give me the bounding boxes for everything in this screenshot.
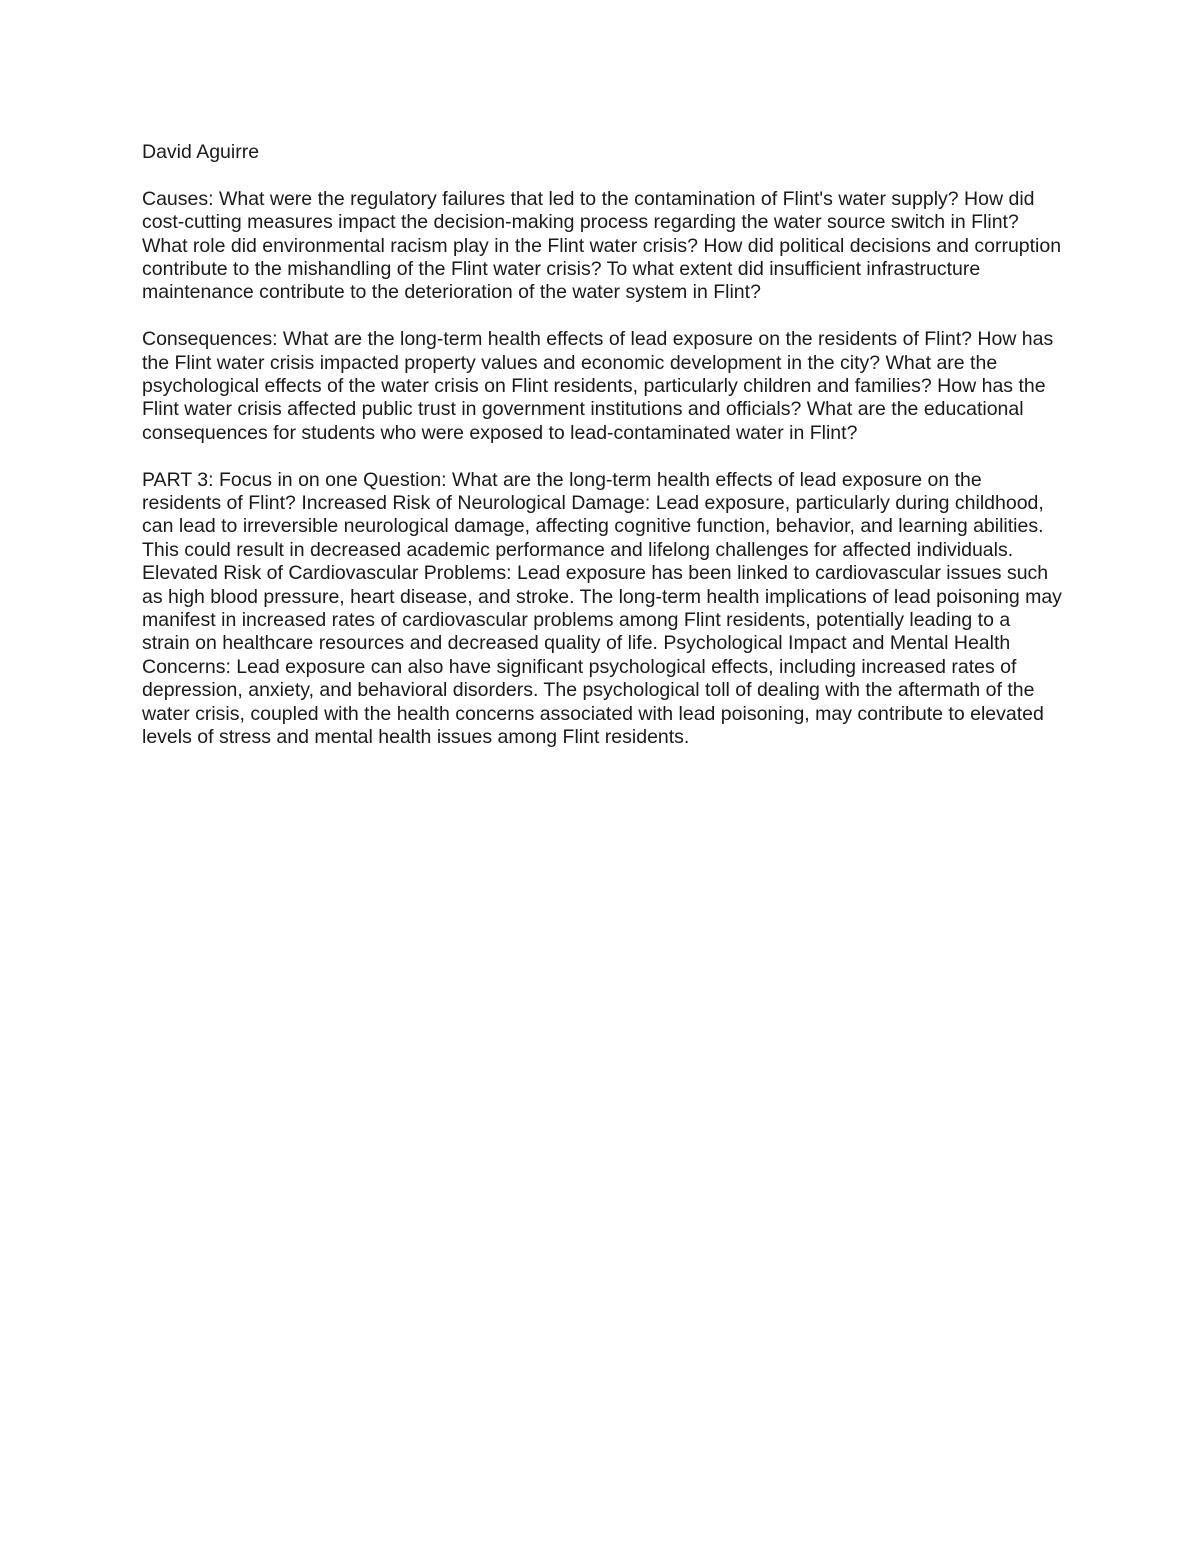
author-name: David Aguirre: [142, 141, 260, 163]
document-body: [142, 141, 1062, 750]
consequences-paragraph: Consequences: What are the long-term health effects of lead exposure on the residents of Flint? How has the Flint water crisis impacted property values and economic development in the city? What are the psychological effects of the water crisis on Flint residents, particularly children and families? How has the Flint water crisis affected public trust in government institutions and officials? What are the educational consequences for students who were exposed to lead-contaminated water in Flint?: [142, 328, 1054, 444]
causes-paragraph: Causes: What were the regulatory failures that led to the contamination of Flint's water supply? How did cost-cutting measures impact the decision-making process regarding the water source switch in Flint? What role did environmental racism play in the Flint water crisis? How did political decisions and corruption contribute to the mishandling of the Flint water crisis? To what extent did insufficient infrastructure maintenance contribute to the deterioration of the water system in Flint?: [142, 187, 1062, 304]
part-3-paragraph: PART 3: Focus in on one Question: What are the long-term health effects of lead exposure on the residents of Flint? Increased Risk of Neurological Damage: Lead exposure, particularly during childhood, can lead to irreversible neurological damage, affecting cognitive function, behavior, and learning abilities. This could result in decreased academic performance and lifelong challenges for affected individuals. Elevated Risk of Cardiovascular Problems: Lead exposure has been linked to cardiovascular issues such as high blood pressure, heart disease, and stroke. The long-term health implications of lead poisoning may manifest in increased rates of cardiovascular problems among Flint residents, potentially leading to a strain on healthcare resources and decreased quality of life. Psychological Impact and Mental Health Concerns: Lead exposure can also have significant psychological effects, including increased rates of depression, anxiety, and behavioral disorders. The psychological toll of dealing with the aftermath of the water crisis, coupled with the health concerns associated with lead poisoning, may contribute to elevated levels of stress and mental health issues among Flint residents.: [142, 468, 1062, 749]
